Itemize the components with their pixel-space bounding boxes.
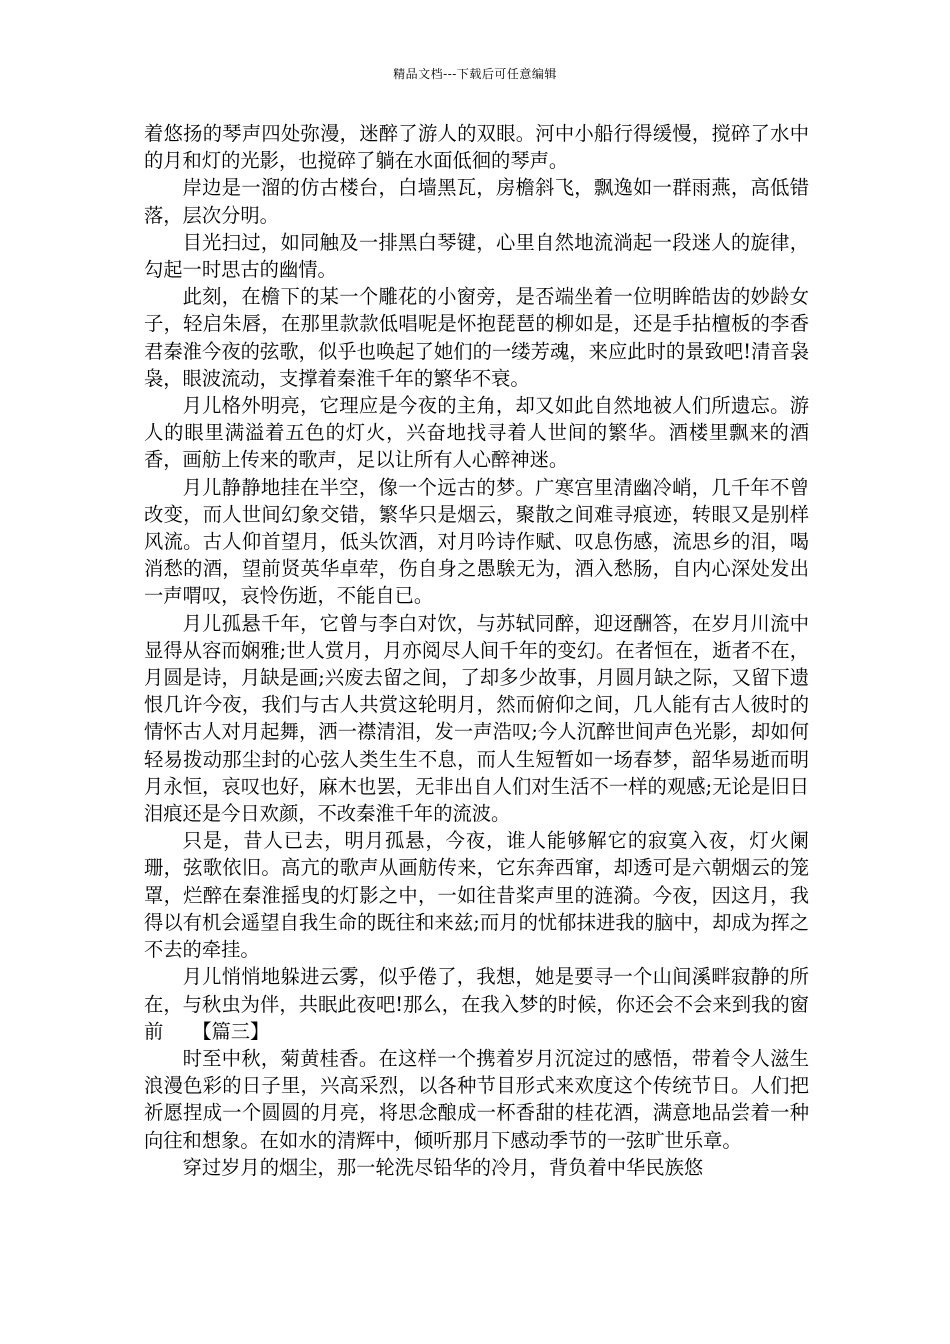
page-header: 精品文档---下载后可任意编辑	[393, 67, 557, 81]
paragraph: 此刻，在檐下的某一个雕花的小窗旁，是否端坐着一位明眸皓齿的妙龄女子，轻启朱唇，在那里款款低唱呢是怀抱琵琶的柳如是，还是手拈檀板的李香君秦淮今夜的弦歌，似乎也唤起了她们的一缕芳魂，来应此时的景致吧!清音袅袅，眼波流动，支撑着秦淮千年的繁华不衰。	[144, 285, 809, 390]
paragraph: 只是，昔人已去，明月孤悬，今夜，谁人能够解它的寂寞入夜，灯火阑珊，弦歌依旧。高亢的歌声从画舫传来，它东奔西窜，却透可是六朝烟云的笼罩，烂醉在秦淮摇曳的灯影之中，一如往昔桨声里的涟漪。今夜，因这月，我得以有机会遥望自我生命的既往和来兹;而月的忧郁抹进我的脑中，却成为挥之不去的牵挂。	[144, 829, 809, 962]
paragraph: 月儿悄悄地躲进云雾，似乎倦了，我想，她是要寻一个山间溪畔寂静的所在，与秋虫为伴，共眠此夜吧!那么，在我入梦的时候，你还会不会来到我的窗前 【篇三】	[144, 965, 809, 1043]
paragraph: 穿过岁月的烟尘，那一轮洗尽铅华的冷月，背负着中华民族悠	[182, 1155, 704, 1179]
paragraph: 月儿格外明亮，它理应是今夜的主角，却又如此自然地被人们所遗忘。游人的眼里满溢着五色的灯火，兴奋地找寻着人世间的繁华。酒楼里飘来的酒香，画舫上传来的歌声，足以让所有人心醉神迷。	[144, 394, 809, 472]
paragraph: 月儿孤悬千年，它曾与李白对饮，与苏轼同醉，迎迓酬答，在岁月川流中显得从容而娴雅;世人赏月，月亦阅尽人间千年的变幻。在者恒在，逝者不在，月圆是诗，月缺是画;兴废去留之间，了却多少故事，月圆月缺之际，又留下遗恨几许今夜，我们与古人共赏这轮明月，然而俯仰之间，几人能有古人彼时的情怀古人对月起舞，洒一襟清泪，发一声浩叹;今人沉醉世间声色光影，却如何轻易拨动那尘封的心弦人类生生不息，而人生短暂如一场春梦，韶华易逝而明月永恒，哀叹也好，麻木也罢，无非出自人们对生活不一样的观感;无论是旧日泪痕还是今日欢颜，不改秦淮千年的流波。	[144, 611, 809, 826]
paragraph: 岸边是一溜的仿古楼台，白墙黑瓦，房檐斜飞，飘逸如一群雨燕，高低错落，层次分明。	[144, 176, 809, 227]
paragraph: 月儿静静地挂在半空，像一个远古的梦。广寒宫里清幽冷峭，几千年不曾改变，而人世间幻象交错，繁华只是烟云，聚散之间难寻痕迹，转眼又是别样风流。古人仰首望月，低头饮酒，对月吟诗作赋、叹息伤感，流思乡的泪，喝消愁的酒，望前贤英华卓荦，伤自身之愚騃无为，酒入愁肠，自内心深处发出一声喟叹，哀怜伤逝，不能自已。	[144, 475, 809, 608]
paragraph: 时至中秋，菊黄桂香。在这样一个携着岁月沉淀过的感悟，带着令人滋生浪漫色彩的日子里，兴高采烈，以各种节目形式来欢度这个传统节日。人们把祈愿捏成一个圆圆的月亮，将思念酿成一杯香甜的桂花酒，满意地品尝着一种向往和想象。在如水的清辉中，倾听那月下感动季节的一弦旷世乐章。	[144, 1046, 809, 1152]
document-body	[144, 120, 809, 1181]
paragraph: 目光扫过，如同触及一排黑白琴键，心里自然地流淌起一段迷人的旋律，勾起一时思古的幽情。	[144, 230, 809, 282]
paragraph: 着悠扬的琴声四处弥漫，迷醉了游人的双眼。河中小船行得缓慢，搅碎了水中的月和灯的光影，也搅碎了躺在水面低徊的琴声。	[144, 122, 809, 173]
